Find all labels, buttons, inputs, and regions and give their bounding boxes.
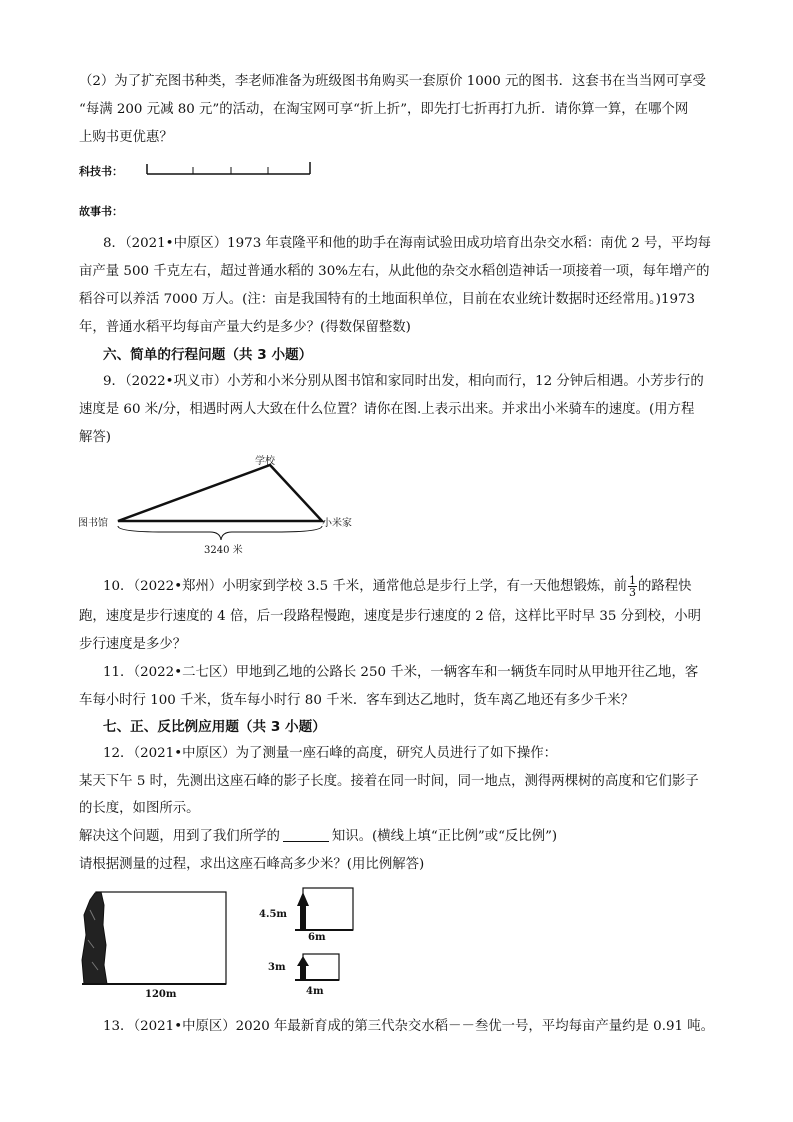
q7-part2-line3: 上购书更优惠？ bbox=[79, 130, 173, 145]
label-library: 图书馆 bbox=[78, 518, 108, 529]
q12-line1: 12．（2021•中原区）为了测量一座石峰的高度，研究人员进行了如下操作： bbox=[103, 746, 558, 761]
label-xiaomi-home: 小米家 bbox=[322, 518, 352, 529]
q11-line2: 车每小时行 100 千米，货车每小时行 80 千米．客车到达乙地时，货车离乙地还有多少千米？ bbox=[79, 693, 635, 708]
fraction-denominator: 3 bbox=[629, 586, 637, 599]
q9-line3: 解答) bbox=[79, 430, 112, 445]
section-7-title: 七、正、反比例应用题（共 3 小题） bbox=[103, 719, 326, 735]
q10-line1-end: 的路程快 bbox=[638, 579, 692, 594]
q9-line2: 速度是 60 米/分，相遇时两人大致在什么位置？请你在图.上表示出来。并求出小米骑车的速度。(用方程 bbox=[79, 402, 695, 417]
q8-line3: 稻谷可以养活 7000 万人。(注：亩是我国特有的土地面积单位，目前在农业统计数据时还经常用。)1973 bbox=[79, 292, 696, 307]
q12-line4-end: 知识。(横线上填“正比例”或“反比例”) bbox=[331, 829, 558, 844]
label-distance: 3240 米 bbox=[204, 545, 243, 556]
label-tree2-height: 3m bbox=[268, 962, 286, 973]
q8-line2: 亩产量 500 千克左右，超过普通水稻的 30%左右，从此他的杂交水稻创造神话一项接着一项，每年增产的 bbox=[79, 264, 710, 279]
section-6-title: 六、简单的行程问题（共 3 小题） bbox=[103, 347, 313, 363]
label-school: 学校 bbox=[255, 456, 275, 467]
label-story-books: 故事书： bbox=[79, 205, 123, 218]
label-science-books: 科技书： bbox=[79, 165, 123, 178]
label-peak-shadow: 120m bbox=[145, 989, 177, 1000]
fraction-numerator: 1 bbox=[629, 574, 637, 587]
q12-line3: 的长度，如图所示。 bbox=[79, 801, 200, 816]
q8-line4: 年，普通水稻平均每亩产量大约是多少？(得数保留整数) bbox=[79, 320, 411, 335]
q10-line1-start: 10．（2022•郑州）小明家到学校 3.5 千米，通常他总是步行上学，有一天他想锻炼，前 bbox=[103, 579, 628, 594]
q13-line1: 13．（2021•中原区）2020 年最新育成的第三代杂交水稻－－叁优一号，平均每亩产量约是 0.91 吨。 bbox=[103, 1019, 715, 1034]
q7-part2-line1: （2）为了扩充图书种类，李老师准备为班级图书角购买一套原价 1000 元的图书．这套书在当当网可享受 bbox=[79, 74, 706, 89]
q11-line1: 11．（2022•二七区）甲地到乙地的公路长 250 千米，一辆客车和一辆货车同时从甲地开往乙地，客 bbox=[103, 665, 699, 680]
q8-line1: 8．（2021•中原区）1973 年袁隆平和他的助手在海南试验田成功培育出杂交水稻：南优 2 号，平均每 bbox=[103, 236, 712, 251]
q12-line4-start: 解决这个问题，用到了我们所学的 bbox=[79, 829, 280, 844]
q9-line1: 9．（2022•巩义市）小芳和小米分别从图书馆和家同时出发，相向而行，12 分钟后相遇。小芳步行的 bbox=[103, 374, 704, 389]
q7-part2-line2: “每满 200 元减 80 元”的活动，在淘宝网可享“折上折”，即先打七折再打九折．请你算一算，在哪个网 bbox=[79, 102, 689, 117]
label-tree2-shadow: 4m bbox=[306, 986, 324, 997]
q10-line2: 跑，速度是步行速度的 4 倍，后一段路程慢跑，速度是步行速度的 2 倍，这样比平时早 35 分到校，小明 bbox=[79, 609, 702, 624]
q10-line3: 步行速度是多少？ bbox=[79, 637, 187, 652]
label-tree1-height: 4.5m bbox=[259, 909, 287, 920]
label-tree1-shadow: 6m bbox=[308, 932, 326, 943]
q12-line5: 请根据测量的过程，求出这座石峰高多少米？(用比例解答) bbox=[79, 857, 425, 872]
q12-line2: 某天下午 5 时，先测出这座石峰的影子长度。接着在同一时间，同一地点，测得两棵树的高度和它们影子 bbox=[79, 774, 699, 789]
